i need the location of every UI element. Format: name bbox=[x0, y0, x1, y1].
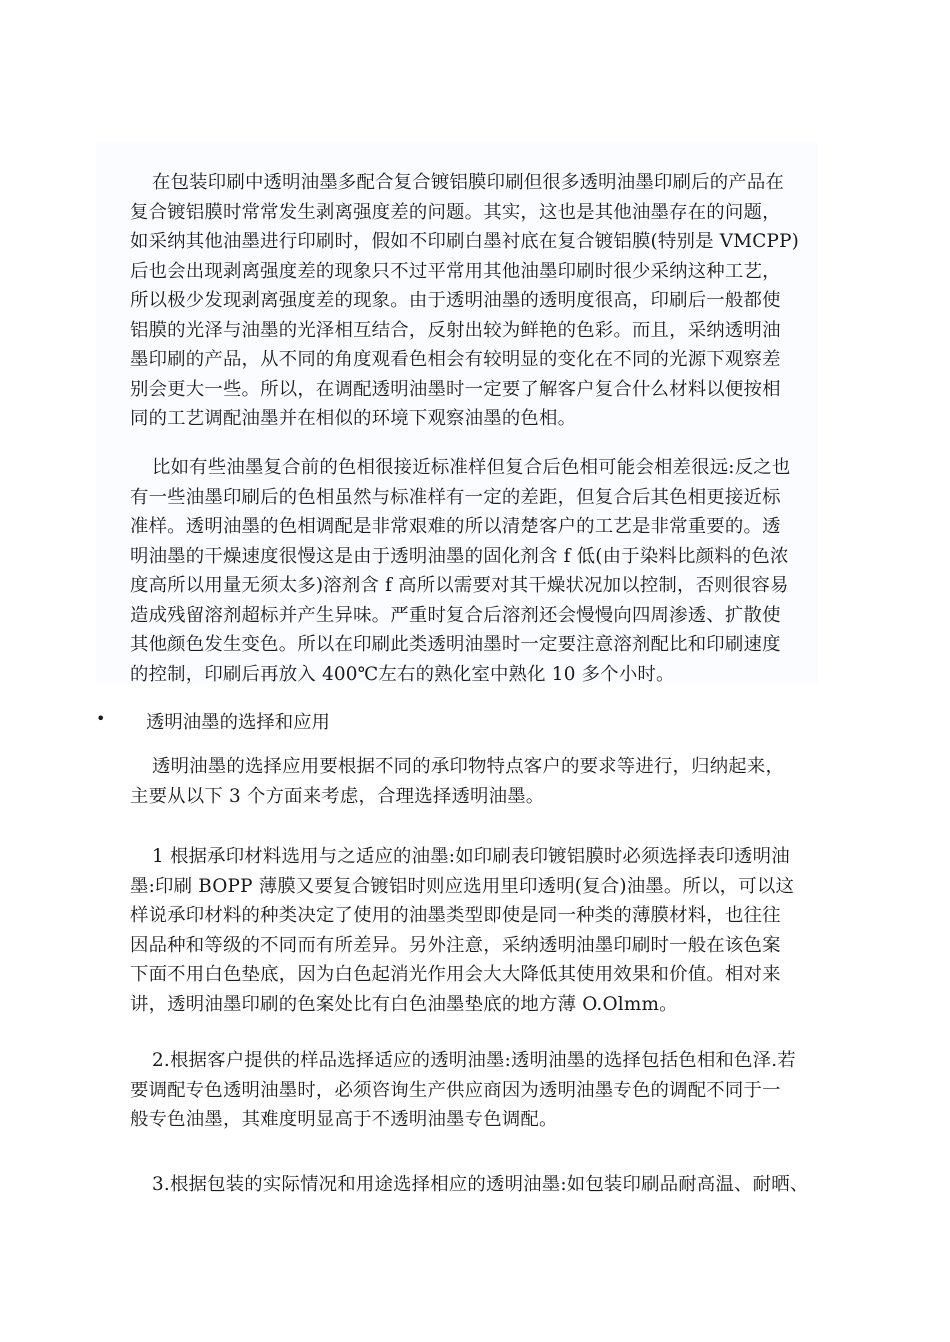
text-line: 如采纳其他油墨进行印刷时，假如不印刷白墨衬底在复合镀铝膜(特别是 VMCPP) bbox=[130, 231, 800, 252]
paragraph-3 bbox=[96, 752, 818, 811]
text-line: 讲，透明油墨印刷的色案处比有白色油墨垫底的地方薄 O.Olmm。 bbox=[130, 993, 678, 1015]
text-line: 别会更大一些。所以，在调配透明油墨时一定要了解客户复合什么材料以便按相 bbox=[130, 378, 781, 400]
text-line: 后也会出现剥离强度差的现象只不过平常用其他油墨印刷时很少采纳这种工艺， bbox=[130, 260, 781, 282]
bullet-icon: • bbox=[96, 709, 106, 728]
text-line: 主要从以下 3 个方面来考虑，合理选择透明油墨。 bbox=[130, 785, 545, 807]
text-line: 所以极少发现剥离强度差的现象。由于透明油墨的透明度很高，印刷后一般都使 bbox=[130, 290, 781, 311]
paragraph-block-3 bbox=[96, 752, 818, 811]
text-line: 3.根据包装的实际情况和用途选择相应的透明油墨:如包装印刷品耐高温、耐晒、 bbox=[152, 1174, 809, 1195]
paragraph-block-2 bbox=[96, 430, 818, 684]
paragraph-block-1 bbox=[96, 142, 818, 430]
text-line: 度高所以用量无须太多)溶剂含 f 高所以需要对其干燥状况加以控制，否则很容易 bbox=[130, 575, 789, 596]
text-line: 准样。透明油墨的色相调配是非常艰难的所以清楚客户的工艺是非常重要的。透 bbox=[130, 516, 781, 537]
text-line: 明油墨的干燥速度很慢这是由于透明油墨的固化剂含 f 低(由于染料比颜料的色浓 bbox=[130, 545, 789, 567]
text-line: 透明油墨的选择应用要根据不同的承印物特点客户的要求等进行，归纳起来， bbox=[152, 756, 785, 777]
text-line: 有一些油墨印刷后的色相虽然与标准样有一定的差距，但复合后其色相更接近标 bbox=[130, 486, 781, 508]
paragraph-5 bbox=[96, 1046, 818, 1135]
text-line: 的控制，印刷后再放入 400℃左右的熟化室中熟化 10 多个小时。 bbox=[130, 663, 675, 685]
text-line: 铝膜的光泽与油墨的光泽相互结合，反射出较为鲜艳的色彩。而且，采纳透明油 bbox=[130, 319, 781, 341]
text-line: 比如有些油墨复合前的色相很接近标准样但复合后色相可能会相差很远:反之也 bbox=[152, 457, 791, 478]
paragraph-block-5 bbox=[96, 1046, 818, 1135]
paragraph-block-4 bbox=[96, 842, 818, 1019]
text-line: 造成残留溶剂超标并产生异味。严重时复合后溶剂还会慢慢向四周渗透、扩散使 bbox=[130, 604, 781, 626]
paragraph-6 bbox=[96, 1170, 818, 1200]
text-line: 2.根据客户提供的样品选择适应的透明油墨:透明油墨的选择包括色相和色泽.若 bbox=[152, 1050, 796, 1071]
bullet-heading bbox=[96, 708, 818, 740]
paragraph-2 bbox=[96, 430, 818, 689]
text-line: 同的工艺调配油墨并在相似的环境下观察油墨的色相。 bbox=[130, 408, 577, 429]
text-line: 在包装印刷中透明油墨多配合复合镀铝膜印刷但很多透明油墨印刷后的产品在 bbox=[152, 172, 785, 193]
text-line: 要调配专色透明油墨时，必须咨询生产供应商因为透明油墨专色的调配不同于一 bbox=[130, 1079, 781, 1101]
paragraph-block-6 bbox=[96, 1170, 818, 1200]
text-line: 因品种和等级的不同而有所差异。另外注意，采纳透明油墨印刷时一般在该色案 bbox=[130, 934, 781, 956]
text-line: 般专色油墨，其难度明显高于不透明油墨专色调配。 bbox=[130, 1109, 558, 1130]
text-line: 样说承印材料的种类决定了使用的油墨类型即使是同一种类的薄膜材料，也往往 bbox=[130, 905, 781, 926]
paragraph-4 bbox=[96, 842, 818, 1019]
paragraph-1 bbox=[96, 142, 818, 434]
text-line: 墨:印刷 BOPP 薄膜又要复合镀铝时则应选用里印透明(复合)油墨。所以，可以这 bbox=[130, 875, 795, 897]
text-line: 其他颜色发生变色。所以在印刷此类透明油墨时一定要注意溶剂配比和印刷速度 bbox=[130, 634, 781, 655]
text-line: 1 根据承印材料选用与之适应的油墨:如印刷表印镀铝膜时必须选择表印透明油 bbox=[152, 846, 790, 867]
text-line: 复合镀铝膜时常常发生剥离强度差的问题。其实，这也是其他油墨存在的问题， bbox=[130, 201, 781, 223]
section-heading: 透明油墨的选择和应用 bbox=[146, 712, 330, 733]
text-line: 墨印刷的产品，从不同的角度观看色相会有较明显的变化在不同的光源下观察差 bbox=[130, 349, 781, 370]
text-line: 下面不用白色垫底，因为白色起消光作用会大大降低其使用效果和价值。相对来 bbox=[130, 964, 781, 985]
